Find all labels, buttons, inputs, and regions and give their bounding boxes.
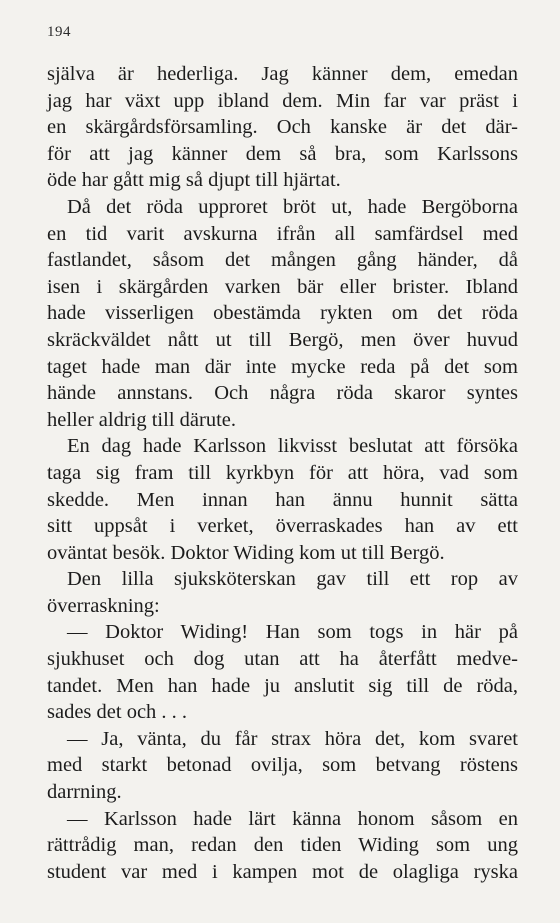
text-line: jag har växt upp ibland dem. Min far var präst i	[47, 89, 518, 112]
text-line: öde har gått mig så djupt till hjärtat.	[47, 169, 341, 192]
text-line: sitt uppsåt i verket, överraskades han av ett	[47, 515, 518, 538]
text-line: överraskning:	[47, 594, 160, 617]
text-line: hände annstans. Och några röda skaror syntes	[47, 382, 518, 405]
text-line: isen i skärgården varken bär eller brister. Ibland	[47, 275, 518, 298]
text-line: rättrådig man, redan den tiden Widing som ung	[47, 834, 518, 857]
text-line: Då det röda upproret bröt ut, hade Bergöborna	[67, 195, 518, 218]
text-line: heller aldrig till därute.	[47, 408, 236, 431]
text-line: skedde. Men innan han ännu hunnit sätta	[47, 488, 518, 511]
text-line: taget hade man där inte mycke reda på det som	[47, 355, 518, 378]
text-line: student var med i kampen mot de olagliga ryska	[47, 860, 518, 883]
body-text	[47, 61, 518, 885]
text-line: — Ja, vänta, du får strax höra det, kom svaret	[67, 727, 518, 750]
text-line: darrning.	[47, 781, 122, 804]
text-line: för att jag känner dem så bra, som Karlssons	[47, 142, 518, 165]
text-line: sades det och . . .	[47, 701, 188, 724]
text-line: en tid varit avskurna ifrån all samfärdsel med	[47, 222, 518, 245]
text-line: skräckväldet nått ut till Bergö, men över huvud	[47, 328, 518, 351]
page-number: 194	[47, 24, 71, 40]
text-line: fastlandet, såsom det mången gång händer, då	[47, 249, 518, 272]
text-line: — Karlsson hade lärt känna honom såsom en	[67, 807, 518, 830]
text-line: Den lilla sjuksköterskan gav till ett rop av	[67, 568, 518, 591]
text-line: sjukhuset och dog utan att ha återfått medve-	[47, 648, 518, 671]
text-line: taga sig fram till kyrkbyn för att höra, vad som	[47, 461, 518, 484]
text-line: En dag hade Karlsson likvisst beslutat att försöka	[67, 435, 518, 458]
text-line: med starkt betonad ovilja, som betvang röstens	[47, 754, 518, 777]
text-line: själva är hederliga. Jag känner dem, emedan	[47, 63, 518, 85]
text-line: en skärgårdsförsamling. Och kanske är det där-	[47, 116, 518, 139]
text-line: oväntat besök. Doktor Widing kom ut till Bergö.	[47, 541, 445, 564]
text-line: — Doktor Widing! Han som togs in här på	[67, 621, 518, 644]
text-line: tandet. Men han hade ju anslutit sig till de röda,	[47, 674, 518, 697]
text-line: hade visserligen obestämda rykten om det röda	[47, 302, 518, 325]
